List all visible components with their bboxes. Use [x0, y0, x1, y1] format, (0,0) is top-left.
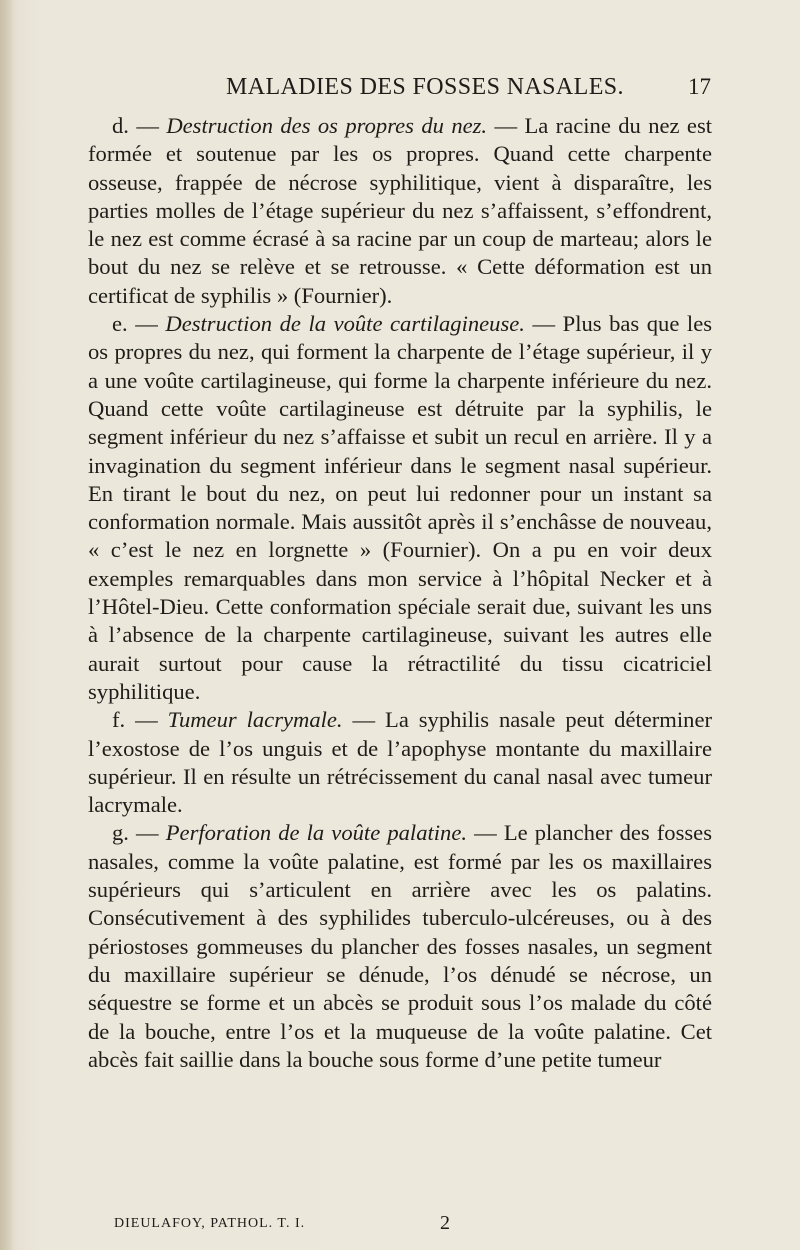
section-text: La racine du nez est formée et soutenue par les os propres. Quand cette charpente osseuse, frappée de nécrose syphilitique, vient à disparaître, les parties molles de l’étage supérieur du nez s’affaissent, s’effondrent, le nez est comme écrasé à sa racine par un coup de marteau; alors le bout du nez se relève et se retrousse. « Cette déformation est un certificat de syphilis » (Fournier).: [88, 113, 713, 308]
section-label: e.: [112, 311, 128, 337]
page-footer: [0, 1212, 800, 1236]
dash: —: [352, 707, 376, 733]
page-gutter-shadow: [0, 0, 14, 1250]
section-f: [88, 706, 712, 819]
dash: —: [135, 707, 158, 733]
footer-note: DIEULAFOY, PATHOL. T. I.: [114, 1216, 306, 1231]
dash: —: [494, 113, 518, 138]
section-heading: Perforation de la voûte palatine.: [165, 820, 468, 846]
section-heading: Destruction de la voûte cartilagineuse.: [165, 311, 525, 337]
section-heading: Tumeur lacrymale.: [167, 707, 343, 733]
dash: —: [135, 311, 158, 337]
section-label: g.: [112, 820, 129, 846]
section-text: Plus bas que les os propres du nez, qui forment la charpente de l’étage supérieur, il y a une voûte cartilagineuse, qui forme la charpente inférieure du nez. Quand cette voûte cartilagineuse est détruite par la syphilis, le segment inférieur du nez s’affaisse et subit un recul en arrière. Il y a invagination du segment inférieur dans le segment nasal supérieur. En tirant le bout du nez, on peut lui redonner pour un instant sa conformation normale. Mais aussitôt après il s’enchâsse de nouveau, « c’est le nez en lorgnette » (Fournier). On a pu en voir deux exemples remarquables dans mon service à l’hôpital Necker et à l’Hôtel-Dieu. Cette conformation spéciale serait due, suivant les uns à l’absence de la charpente cartilagineuse, suivant les autres elle aurait surtout pour cause la rétractilité du tissu cicatriciel syphilitique.: [88, 311, 713, 704]
dash: —: [474, 820, 497, 846]
body-text: [88, 112, 712, 1074]
section-label: d.: [112, 113, 129, 138]
section-text: Le plancher des fosses nasales, comme la voûte palatine, est formé par les os maxillaires supérieurs qui s’articulent en arrière avec les os palatins. Consécutivement à des syphilides tuberculo-ulcéreuses, ou à des périostoses gommeuses du plancher des fosses nasales, un segment du maxillaire supérieur se dénude, l’os dénudé se nécrose, un séquestre se forme et un abcès se produit sous l’os malade du côté de la bouche, entre l’os et la muqueuse de la voûte palatine. Cet abcès fait saillie dans la bouche sous forme d’une petite tumeur: [88, 820, 713, 1072]
page-number: 17: [688, 74, 711, 99]
dash: —: [532, 311, 556, 337]
section-e: [88, 310, 712, 706]
section-heading: Destruction des os propres du nez.: [166, 113, 488, 138]
section-g: [88, 819, 712, 1074]
running-header: [0, 74, 800, 104]
section-text: La syphilis nasale peut déterminer l’exostose de l’os unguis et de l’apophyse montante du maxillaire supérieur. Il en résulte un rétrécissement du canal nasal avec tumeur lacrymale.: [88, 707, 713, 818]
section-d: [88, 112, 712, 310]
dash: —: [136, 113, 159, 138]
running-title: MALADIES DES FOSSES NASALES.: [226, 74, 624, 100]
section-label: f.: [112, 707, 126, 733]
dash: —: [136, 820, 159, 846]
signature-mark: 2: [440, 1212, 450, 1234]
